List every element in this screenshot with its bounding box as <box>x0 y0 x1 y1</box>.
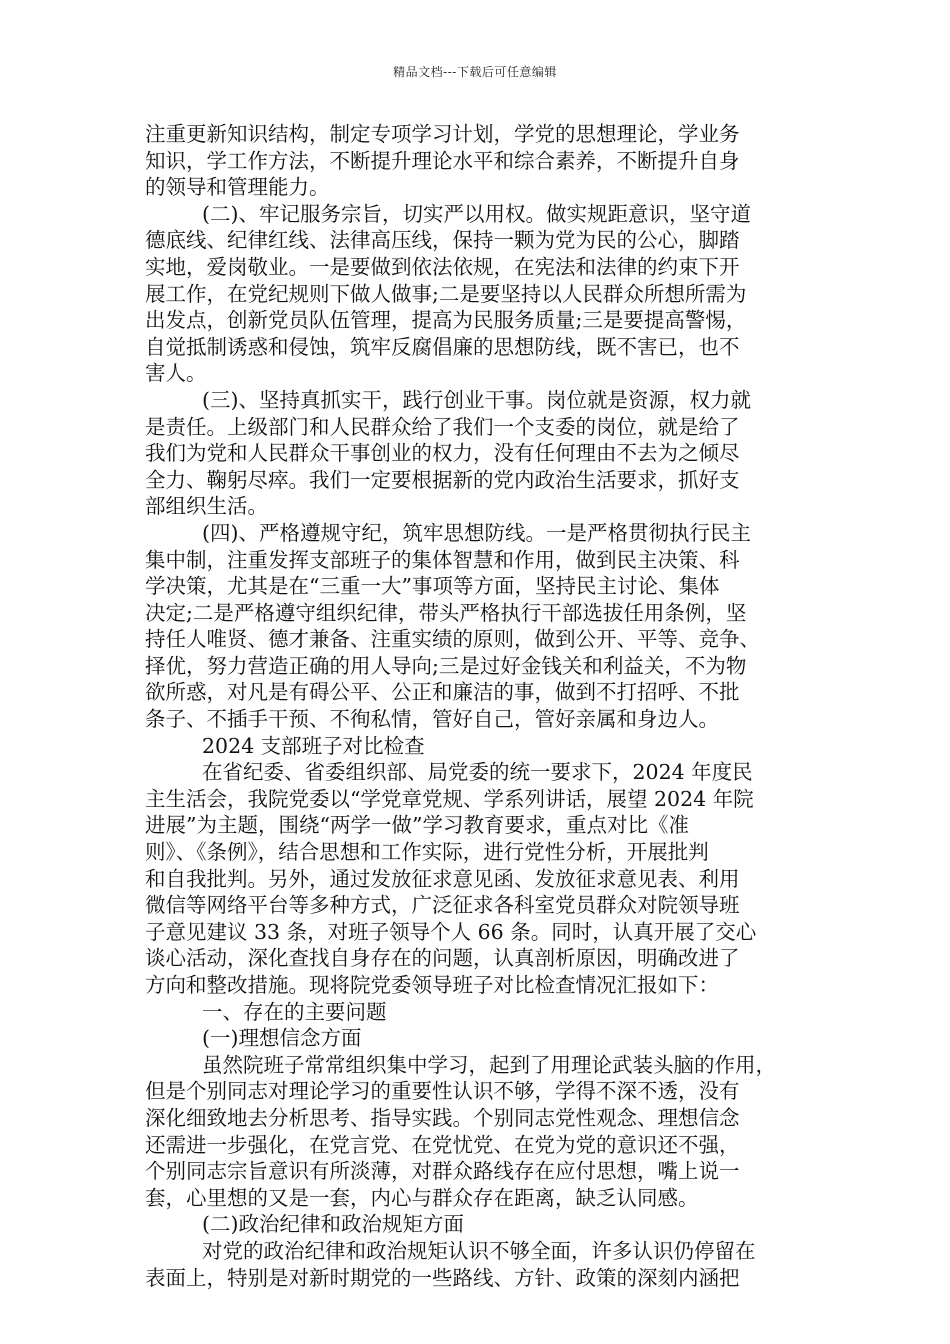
text-line: 部组织生活。 <box>145 494 268 519</box>
text-line: 自觉抵制诱惑和侵蚀，筑牢反腐倡廉的思想防线，既不害已，也不 <box>145 334 740 359</box>
text-line: 实地，爱岗敬业。一是要做到依法依规，在宪法和法律的约束下开 <box>145 254 740 279</box>
text-line: 主生活会，我院党委以“学党章党规、学系列讲话，展望 2024 年院 <box>145 786 754 811</box>
text-line: 微信等网络平台等多种方式，广泛征求各科室党员群众对院领导班 <box>145 893 740 918</box>
text-line: 条子、不插手干预、不徇私情，管好自己，管好亲属和身边人。 <box>145 707 719 732</box>
text-line: 套，心里想的又是一套，内心与群众存在距离，缺乏认同感。 <box>145 1185 699 1210</box>
text-line: 2024 支部班子对比检查 <box>202 733 425 758</box>
text-line: 表面上，特别是对新时期党的一些路线、方针、政策的深刻内涵把 <box>145 1265 740 1290</box>
text-line: 在省纪委、省委组织部、局党委的统一要求下，2024 年度民 <box>202 760 753 785</box>
text-line: 择优，努力营造正确的用人导向;三是过好金钱关和利益关，不为物 <box>145 653 747 678</box>
document-body <box>145 121 817 1291</box>
text-line: 谈心活动，深化查找自身存在的问题，认真剖析原因，明确改进了 <box>145 946 740 971</box>
text-line: (一)理想信念方面 <box>202 1026 362 1051</box>
text-line: 学决策，尤其是在“三重一大”事项等方面，坚持民主讨论、集体 <box>145 574 720 599</box>
text-line: 我们为党和人民群众干事创业的权力，没有任何理由不去为之倾尽 <box>145 441 740 466</box>
text-line: 全力、鞠躬尽瘁。我们一定要根据新的党内政治生活要求，抓好支 <box>145 467 740 492</box>
text-line: 但是个别同志对理论学习的重要性认识不够，学得不深不透，没有 <box>145 1079 740 1104</box>
text-line: 进展”为主题，围绕“两学一做”学习教育要求，重点对比《准 <box>145 813 689 838</box>
text-line: 深化细致地去分析思考、指导实践。个别同志党性观念、理想信念 <box>145 1105 740 1130</box>
text-line: 德底线、纪律红线、法律高压线，保持一颗为党为民的公心，脚踏 <box>145 228 740 253</box>
text-line: 害人。 <box>145 361 207 386</box>
text-line: 持任人唯贤、德才兼备、注重实绩的原则，做到公开、平等、竞争、 <box>145 627 760 652</box>
text-line: 欲所惑，对凡是有碍公平、公正和廉洁的事，做到不打招呼、不批 <box>145 680 740 705</box>
text-line: 是责任。上级部门和人民群众给了我们一个支委的岗位，就是给了 <box>145 414 740 439</box>
text-line: 决定;二是严格遵守组织纪律，带头严格执行干部选拔任用条例，坚 <box>145 600 747 625</box>
page-header: 精品文档---下载后可任意编辑 <box>393 65 557 79</box>
text-line: 一、存在的主要问题 <box>202 999 387 1024</box>
text-line: 知识，学工作方法，不断提升理论水平和综合素养，不断提升自身 <box>145 148 740 173</box>
text-line: 对党的政治纪律和政治规矩认识不够全面，许多认识仍停留在 <box>202 1238 756 1263</box>
text-line: 则》、《条例》，结合思想和工作实际，进行党性分析，开展批判 <box>145 840 709 865</box>
text-line: 出发点，创新党员队伍管理，提高为民服务质量;三是要提高警惕， <box>145 308 747 333</box>
text-line: 子意见建议 33 条，对班子领导个人 66 条。同时，认真开展了交心 <box>145 919 757 944</box>
text-line: 集中制，注重发挥支部班子的集体智慧和作用，做到民主决策、科 <box>145 547 740 572</box>
text-line: 注重更新知识结构，制定专项学习计划，学党的思想理论，学业务 <box>145 122 740 146</box>
text-line: 的领导和管理能力。 <box>145 175 330 200</box>
text-line: 虽然院班子常常组织集中学习，起到了用理论武装头脑的作用， <box>202 1052 776 1077</box>
text-line: 方向和整改措施。现将院党委领导班子对比检查情况汇报如下： <box>145 973 719 997</box>
text-line: (三)、坚持真抓实干，践行创业干事。岗位就是资源，权力就 <box>202 387 751 412</box>
text-line: 个别同志宗旨意识有所淡薄，对群众路线存在应付思想，嘴上说一 <box>145 1159 740 1184</box>
text-line: (二)政治纪律和政治规矩方面 <box>202 1212 464 1237</box>
text-line: 展工作，在党纪规则下做人做事;二是要坚持以人民群众所想所需为 <box>145 281 747 306</box>
text-line: 和自我批判。另外，通过发放征求意见函、发放征求意见表、利用 <box>145 866 740 891</box>
text-line: (二)、牢记服务宗旨，切实严以用权。做实规距意识，坚守道 <box>202 201 751 226</box>
text-line: 还需进一步强化，在党言党、在党忧党、在党为党的意识还不强， <box>145 1132 740 1157</box>
text-line: (四)、严格遵规守纪，筑牢思想防线。一是严格贯彻执行民主 <box>202 520 751 545</box>
